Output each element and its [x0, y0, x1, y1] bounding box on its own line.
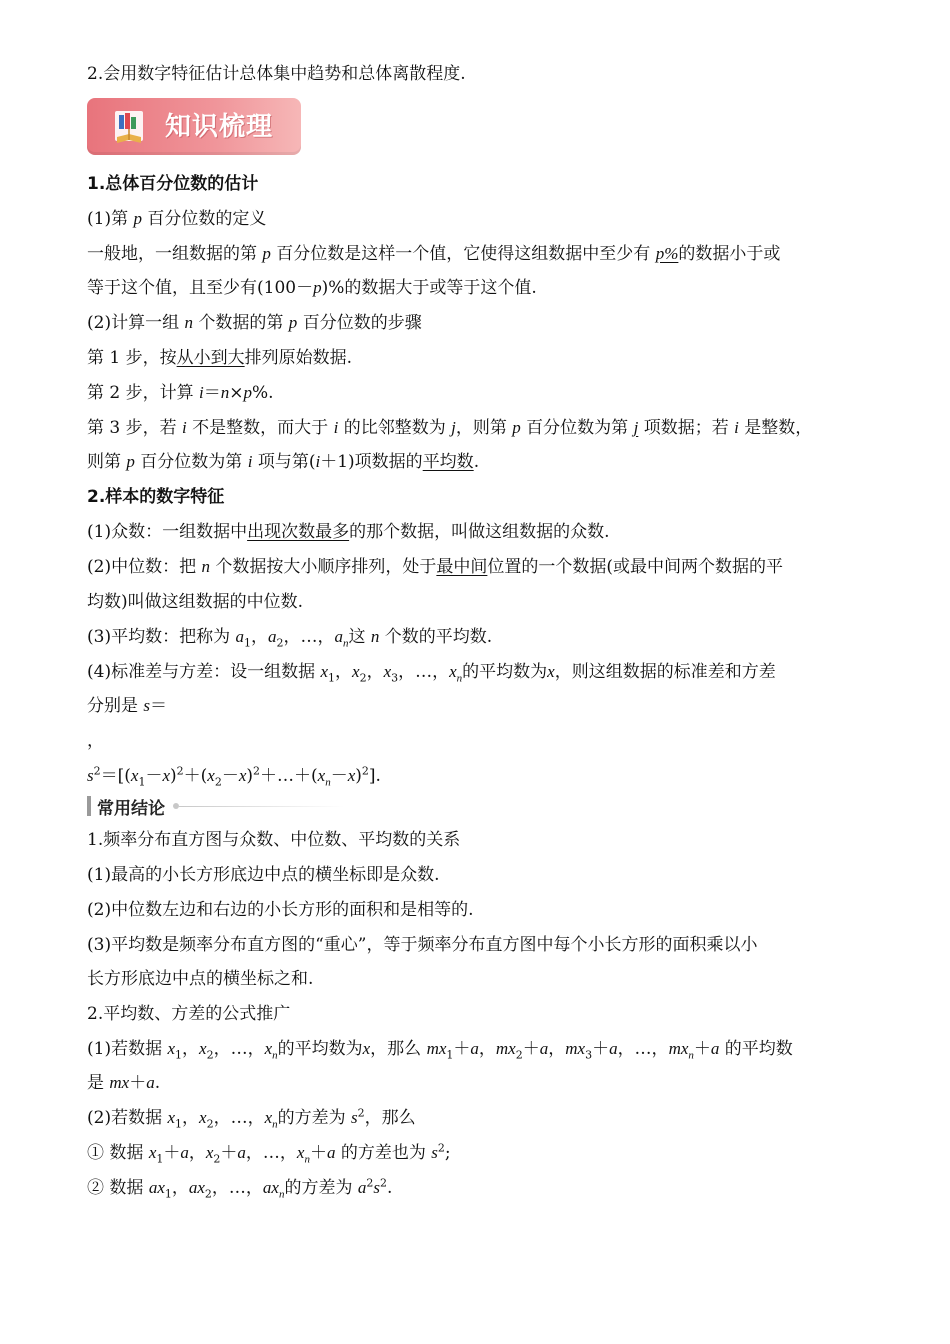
- text-run: x: [167, 1108, 176, 1127]
- text-run: ＋: [522, 1039, 540, 1059]
- text-run: x: [547, 662, 555, 681]
- text-run: 个数的平均数.: [379, 627, 493, 647]
- text-run: ＋: [693, 1039, 711, 1059]
- text-run: x: [264, 1039, 273, 1058]
- text-run: 百分位数为第: [134, 452, 248, 472]
- text-run: n: [272, 1118, 278, 1131]
- mode-def: [87, 520, 610, 544]
- text-run: (1)最高的小长方形底边中点的横坐标即是众数.: [87, 865, 440, 885]
- blank-answer: 平均数: [422, 452, 474, 472]
- text-run: )%的数据大于或等于这个值.: [321, 278, 537, 298]
- common-conclusion-label: [87, 795, 357, 817]
- text-run: ，…，: [213, 1039, 265, 1059]
- text-run: 是整数，: [738, 418, 813, 438]
- text-run: －: [330, 766, 348, 786]
- conclusion2-p2: [87, 1106, 416, 1130]
- sd-def-line2: [87, 694, 167, 718]
- text-run: (3)平均数是频率分布直方图的“重心”，等于频率分布直方图中每个小长方形的面积乘以小: [87, 935, 758, 955]
- text-run: 1: [175, 1117, 183, 1131]
- label-bar: [87, 796, 91, 816]
- text-run: ，那么: [370, 1039, 427, 1059]
- text-run: ① 数据: [87, 1143, 149, 1163]
- text-run: 1: [156, 1152, 164, 1166]
- text-run: ×: [229, 383, 244, 403]
- text-run: 的平均数为: [462, 662, 548, 682]
- text-run: (1)第: [87, 209, 134, 229]
- text-run: ② 数据: [87, 1178, 149, 1198]
- text-run: 2: [361, 764, 369, 778]
- text-run: 2: [204, 1187, 212, 1201]
- text-run: 2: [253, 764, 260, 778]
- text-run: ＋: [129, 1073, 147, 1093]
- book-icon: [109, 107, 149, 147]
- goal-line: 2.会用数字特征估计总体集中趋势和总体离散程度.: [87, 64, 466, 84]
- text-run: s: [143, 696, 151, 715]
- text-run: a: [609, 1039, 618, 1058]
- text-run: 1: [446, 1048, 454, 1062]
- text-run: n: [325, 776, 331, 789]
- text-run: 的方差为: [277, 1108, 352, 1128]
- text-run: (3)平均数：把称为: [87, 627, 236, 647]
- text-run: ＋: [592, 1039, 610, 1059]
- text-run: 2: [276, 636, 284, 650]
- text-run: n: [688, 1049, 694, 1062]
- text-run: s: [431, 1143, 438, 1162]
- text-run: 1: [138, 775, 146, 789]
- text-run: ;: [444, 1143, 451, 1163]
- text-run: n: [456, 672, 463, 685]
- text-run: ，: [478, 1039, 496, 1059]
- text-run: x: [167, 1039, 176, 1058]
- conclusion1-p3: [87, 933, 757, 957]
- median-def-line1: [87, 555, 783, 579]
- text-run: s: [351, 1108, 358, 1127]
- text-run: x: [383, 662, 392, 681]
- text-run: ，: [548, 1039, 566, 1059]
- text-run: －: [145, 766, 163, 786]
- text-run: n: [184, 313, 193, 332]
- text-run: x: [320, 662, 329, 681]
- text-run: 2: [437, 1141, 445, 1155]
- text-run: a: [334, 627, 343, 646]
- text-run: n: [304, 1153, 310, 1166]
- step3-line1: [87, 416, 812, 440]
- def-line1: [87, 242, 780, 266]
- text-run: a: [267, 627, 277, 646]
- text-run: 1: [164, 1187, 172, 1201]
- step1: [87, 346, 352, 370]
- text-run: 1: [175, 1048, 183, 1062]
- text-run: x: [238, 766, 247, 785]
- text-run: x: [347, 766, 356, 785]
- def-title: [87, 207, 266, 231]
- text-run: 2: [176, 764, 184, 778]
- text-run: (2)若数据: [87, 1108, 168, 1128]
- text-run: a: [146, 1073, 155, 1092]
- text-run: x: [264, 1108, 273, 1127]
- text-run: mx: [109, 1073, 130, 1092]
- text-run: (2)中位数左边和右边的小长方形的面积和是相等的.: [87, 900, 474, 920]
- text-run: .: [154, 1073, 161, 1093]
- text-run: ax: [188, 1178, 205, 1197]
- text-run: 2: [379, 1176, 387, 1190]
- text-run: ，: [87, 731, 104, 751]
- text-run: i: [247, 452, 253, 471]
- text-run: ，…，: [283, 627, 335, 647]
- conclusion2-p3: [87, 1141, 451, 1165]
- text-run: n: [220, 383, 230, 402]
- text-run: ＋(: [183, 766, 208, 786]
- text-run: p: [133, 209, 142, 228]
- conclusion-title: 常用结论: [97, 799, 165, 819]
- text-run: ax: [148, 1178, 165, 1197]
- text-run: x: [317, 766, 326, 785]
- step3-line2: [87, 450, 479, 474]
- text-run: x: [362, 1039, 371, 1058]
- section1-heading: 1.总体百分位数的估计: [87, 174, 259, 194]
- text-run: x: [199, 1108, 207, 1127]
- formula-comma: [87, 729, 104, 753]
- text-run: 个数据按大小顺序排列，处于: [209, 557, 437, 577]
- text-run: a: [710, 1039, 720, 1058]
- text-run: x: [352, 662, 360, 681]
- text-run: 1.频率分布直方图与众数、中位数、平均数的关系: [87, 830, 461, 850]
- text-run: 1: [328, 671, 336, 685]
- variance-formula: [87, 764, 381, 788]
- blank-answer: 出现次数最多: [247, 522, 350, 542]
- text-run: 2: [213, 1152, 221, 1166]
- text-run: a: [235, 627, 244, 646]
- conclusion2-heading: [87, 1002, 290, 1026]
- mean-def: [87, 625, 492, 649]
- blank-answer: j: [633, 418, 639, 437]
- text-run: x: [449, 662, 457, 681]
- text-run: ，: [366, 662, 384, 682]
- text-run: ＝: [203, 383, 221, 403]
- text-run: (1)众数：一组数据中: [87, 522, 248, 542]
- text-run: x: [296, 1143, 305, 1162]
- text-run: 2: [357, 1106, 365, 1120]
- text-run: mx: [426, 1039, 447, 1058]
- text-run: s: [373, 1178, 380, 1197]
- text-run: ，: [250, 627, 268, 647]
- text-run: 百分位数为第: [520, 418, 634, 438]
- text-run: n: [278, 1188, 285, 1201]
- text-run: ): [169, 766, 177, 786]
- text-run: ，: [188, 1143, 206, 1163]
- text-run: (2)中位数：把: [87, 557, 202, 577]
- text-run: p: [243, 383, 253, 402]
- text-run: ax: [262, 1178, 279, 1197]
- sd-def-line1: [87, 660, 776, 684]
- conclusion1-p2: [87, 898, 473, 922]
- text-run: 3: [585, 1048, 593, 1062]
- text-run: 第 3 步，若: [87, 418, 183, 438]
- conclusion2-p1: [87, 1037, 793, 1061]
- text-run: x: [148, 1143, 157, 1162]
- step2: [87, 381, 274, 405]
- text-run: ＋1)项数据的: [320, 452, 423, 472]
- text-run: (2)计算一组: [87, 313, 185, 333]
- text-run: ＋: [220, 1143, 238, 1163]
- text-run: 排列原始数据.: [244, 348, 353, 368]
- banner-title: 知识梳理: [165, 112, 274, 142]
- text-run: ].: [368, 766, 381, 786]
- text-run: 均数)叫做这组数据的中位数.: [87, 592, 304, 612]
- text-run: i: [315, 452, 321, 471]
- blank-answer: 最中间: [436, 557, 488, 577]
- text-run: ，…，: [617, 1039, 669, 1059]
- text-run: 的平均数: [719, 1039, 793, 1059]
- text-run: ＋: [163, 1143, 181, 1163]
- text-run: a: [180, 1143, 189, 1162]
- text-run: n: [201, 557, 210, 576]
- text-run: ，: [171, 1178, 189, 1198]
- blank-answer: 从小到大: [176, 348, 245, 368]
- text-run: 百分位数的步骤: [297, 313, 422, 333]
- text-run: 2: [93, 764, 101, 778]
- text-run: p: [262, 244, 271, 263]
- text-run: x: [207, 766, 215, 785]
- knowledge-banner: [87, 98, 301, 155]
- text-run: 项数据；若: [638, 418, 735, 438]
- text-run: .: [473, 452, 480, 472]
- text-run: x: [130, 766, 139, 785]
- text-run: a: [357, 1178, 367, 1197]
- text-run: i: [182, 418, 187, 437]
- text-run: ，…，: [213, 1108, 265, 1128]
- conclusion2-p4: [87, 1176, 392, 1200]
- text-run: －: [221, 766, 239, 786]
- text-run: a: [326, 1143, 336, 1162]
- text-run: ＝[(: [100, 766, 131, 786]
- text-run: mx: [495, 1039, 516, 1058]
- text-run: mx: [668, 1039, 689, 1058]
- text-run: 长方形底边中点的横坐标之和.: [87, 969, 314, 989]
- text-run: 分别是: [87, 696, 144, 716]
- text-run: i: [199, 383, 204, 402]
- text-run: n: [342, 637, 349, 650]
- text-run: (4)标准差与方差：设一组数据: [87, 662, 321, 682]
- text-run: j: [451, 418, 456, 437]
- text-run: 则第: [87, 452, 127, 472]
- text-run: .: [386, 1178, 393, 1198]
- text-run: ，则第: [455, 418, 513, 438]
- steps-title: [87, 311, 422, 335]
- median-def-line2: [87, 590, 303, 614]
- text-run: 百分位数是这样一个值，它使得这组数据中至少有: [270, 244, 656, 264]
- text-run: a: [237, 1143, 246, 1162]
- blank-answer: p%: [655, 244, 679, 263]
- section2-heading: [87, 485, 224, 509]
- text-run: ，: [335, 662, 353, 682]
- conclusion1-p3-line2: [87, 967, 313, 991]
- text-run: p: [288, 313, 298, 332]
- text-run: 第 2 步，计算: [87, 383, 200, 403]
- text-run: %.: [252, 383, 274, 403]
- text-run: 不是整数，而大于: [186, 418, 334, 438]
- text-run: 百分位数的定义: [141, 209, 267, 229]
- conclusion2-p1-line2: [87, 1071, 160, 1095]
- text-run: x: [205, 1143, 214, 1162]
- text-run: 等于这个值，且至少有(100－: [87, 278, 314, 298]
- text-run: ＝: [150, 696, 168, 716]
- text-run: ＋…＋(: [260, 766, 318, 786]
- text-run: i: [333, 418, 339, 437]
- text-run: ＋: [309, 1143, 327, 1163]
- text-run: 2: [206, 1048, 214, 1062]
- text-run: 2: [366, 1176, 374, 1190]
- text-run: a: [470, 1039, 479, 1058]
- text-run: 2: [206, 1117, 214, 1131]
- text-run: ，: [182, 1039, 200, 1059]
- text-run: 一般地，一组数据的第: [87, 244, 263, 264]
- text-run: ，…，: [398, 662, 450, 682]
- text-run: p: [512, 418, 521, 437]
- text-run: 个数据的第: [192, 313, 289, 333]
- text-run: ): [355, 766, 362, 786]
- text-run: x: [199, 1039, 207, 1058]
- text-run: 的方差为: [284, 1178, 358, 1198]
- text-run: 的数据小于或: [678, 244, 781, 264]
- text-run: 2: [515, 1048, 523, 1062]
- text-run: ＋: [453, 1039, 471, 1059]
- text-run: 是: [87, 1073, 110, 1093]
- text-run: 的平均数为: [277, 1039, 363, 1059]
- text-run: a: [539, 1039, 549, 1058]
- text-run: (1)若数据: [87, 1039, 168, 1059]
- text-run: i: [734, 418, 739, 437]
- text-run: p: [313, 278, 322, 297]
- text-run: ，则这组数据的标准差和方差: [554, 662, 776, 682]
- label-rule: [179, 806, 344, 807]
- text-run: n: [272, 1049, 278, 1062]
- text-run: p: [126, 452, 135, 471]
- text-run: 位置的一个数据(或最中间两个数据的平: [487, 557, 784, 577]
- text-run: 2.样本的数字特征: [87, 487, 225, 507]
- text-run: 的那个数据，叫做这组数据的众数.: [349, 522, 610, 542]
- text-run: 1: [243, 636, 251, 650]
- text-run: ，…，: [211, 1178, 263, 1198]
- text-run: x: [162, 766, 170, 785]
- text-run: ，那么: [364, 1108, 416, 1128]
- text-run: ): [246, 766, 253, 786]
- text-run: ，: [182, 1108, 200, 1128]
- text-run: s: [87, 766, 94, 785]
- text-run: 的方差也为: [335, 1143, 432, 1163]
- text-run: 项与第(: [252, 452, 316, 472]
- text-run: 2.平均数、方差的公式推广: [87, 1004, 291, 1024]
- text-run: 3: [391, 671, 399, 685]
- text-run: 第 1 步，按: [87, 348, 177, 368]
- text-run: n: [370, 627, 380, 646]
- text-run: 的比邻整数为: [338, 418, 452, 438]
- def-line2: [87, 276, 537, 300]
- text-run: mx: [565, 1039, 586, 1058]
- text-run: 2: [359, 671, 367, 685]
- text-run: 这: [348, 627, 371, 647]
- conclusion1-heading: [87, 828, 460, 852]
- text-run: ，…，: [245, 1143, 297, 1163]
- conclusion1-p1: [87, 863, 439, 887]
- text-run: 2: [214, 775, 222, 789]
